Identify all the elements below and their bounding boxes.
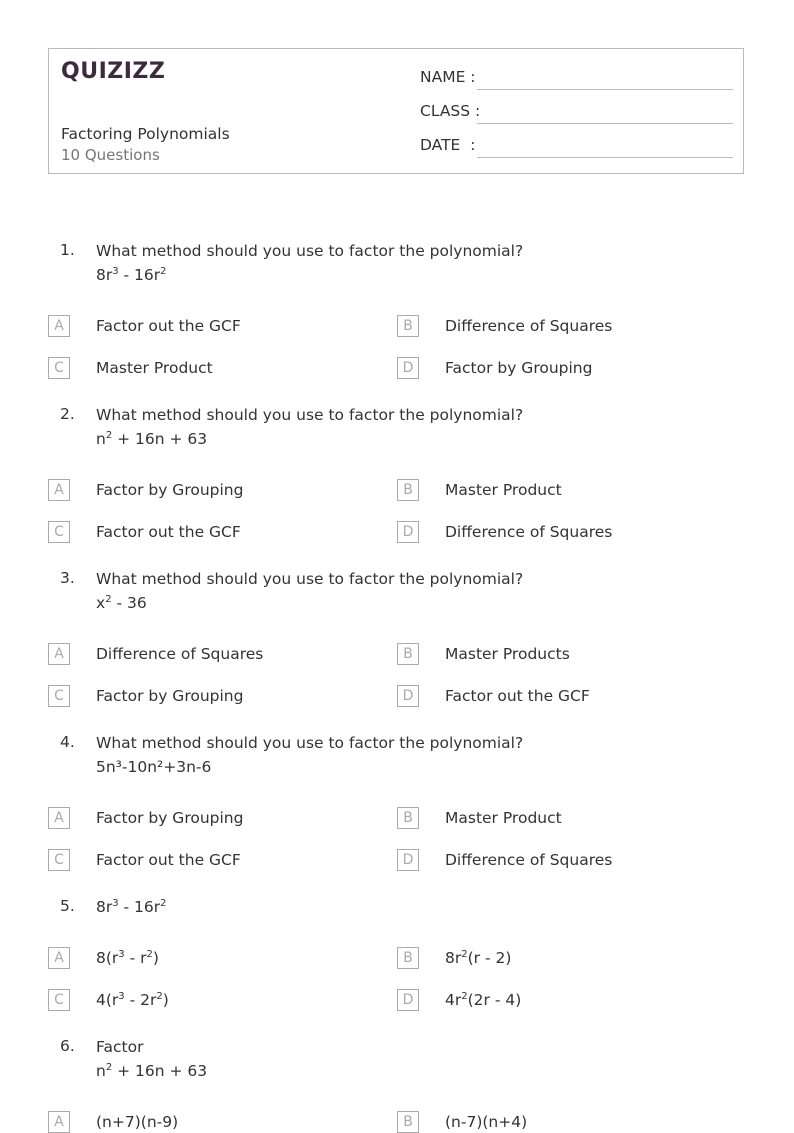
option-letter-box[interactable]: B	[397, 1111, 419, 1133]
option-a[interactable]	[48, 1111, 179, 1133]
option-letter-box[interactable]: D	[397, 849, 419, 871]
option-letter-box[interactable]: B	[397, 807, 419, 829]
question-count: 10 Questions	[61, 146, 160, 164]
option-b[interactable]	[397, 479, 562, 501]
option-letter-box[interactable]: D	[397, 989, 419, 1011]
option-text: $8(r^3 - r^2)$	[96, 948, 159, 967]
date-label: DATE :	[420, 136, 476, 154]
option-a[interactable]	[48, 807, 244, 829]
option-letter-box[interactable]: D	[397, 685, 419, 707]
question-line: $8r^3 - 16r^2$	[96, 897, 167, 916]
question-number: 5.	[60, 897, 75, 915]
question-line: $n^2 + 16n + 63$	[96, 1061, 208, 1080]
option-text: $4(r^3 - 2r^2)$	[96, 990, 169, 1009]
option-text: $4r^2(2r - 4)$	[445, 990, 522, 1009]
class-label: CLASS :	[420, 102, 481, 120]
option-text: Master Product	[96, 359, 213, 377]
question-line: $n^2 + 16n + 63$	[96, 429, 208, 448]
option-c[interactable]	[48, 849, 241, 871]
option-a[interactable]	[48, 315, 241, 337]
option-text: $8r^2(r - 2)$	[445, 948, 512, 967]
question-text	[96, 239, 523, 287]
option-letter-box[interactable]: B	[397, 643, 419, 665]
option-text: Difference of Squares	[445, 851, 613, 869]
question-text	[96, 567, 523, 615]
option-text: Master Products	[445, 645, 570, 663]
option-text: Difference of Squares	[445, 523, 613, 541]
option-b[interactable]	[397, 643, 570, 665]
option-c[interactable]	[48, 989, 169, 1011]
question-text	[96, 403, 523, 451]
option-letter-box[interactable]: A	[48, 643, 70, 665]
option-letter-box[interactable]: C	[48, 521, 70, 543]
question-text	[96, 1035, 207, 1083]
class-line	[477, 123, 733, 124]
option-d[interactable]	[397, 521, 613, 543]
option-text: Factor out the GCF	[445, 687, 590, 705]
option-text: Master Product	[445, 809, 562, 827]
class-field[interactable]	[420, 102, 480, 120]
question-line: Factor	[96, 1038, 144, 1056]
option-letter-box[interactable]: A	[48, 479, 70, 501]
option-text: Difference of Squares	[445, 317, 613, 335]
option-letter-box[interactable]: D	[397, 521, 419, 543]
option-a[interactable]	[48, 947, 159, 969]
name-label: NAME :	[420, 68, 476, 86]
option-a[interactable]	[48, 643, 264, 665]
option-text: Master Product	[445, 481, 562, 499]
question-line: 5n³-10n²+3n-6	[96, 758, 212, 776]
question-number: 1.	[60, 241, 75, 259]
option-text: Factor by Grouping	[96, 687, 244, 705]
question-line: $8r^3 - 16r^2$	[96, 265, 167, 284]
option-letter-box[interactable]: C	[48, 849, 70, 871]
option-c[interactable]	[48, 521, 241, 543]
option-b[interactable]	[397, 807, 562, 829]
question-text	[96, 895, 167, 919]
question-text	[96, 731, 523, 779]
name-field[interactable]	[420, 68, 476, 86]
quizizz-logo: QUIZIZZ	[61, 59, 166, 84]
option-b[interactable]	[397, 315, 613, 337]
option-letter-box[interactable]: C	[48, 357, 70, 379]
question-line: What method should you use to factor the polynomial?	[96, 406, 524, 424]
option-d[interactable]	[397, 849, 613, 871]
option-d[interactable]	[397, 685, 590, 707]
option-text: Factor out the GCF	[96, 317, 241, 335]
option-text: Factor out the GCF	[96, 523, 241, 541]
option-letter-box[interactable]: C	[48, 989, 70, 1011]
question-number: 6.	[60, 1037, 75, 1055]
worksheet-header	[48, 48, 744, 174]
question-number: 3.	[60, 569, 75, 587]
date-line	[477, 157, 733, 158]
option-c[interactable]	[48, 357, 213, 379]
worksheet-title: Factoring Polynomials	[61, 125, 230, 143]
option-letter-box[interactable]: B	[397, 947, 419, 969]
option-letter-box[interactable]: C	[48, 685, 70, 707]
question-line: What method should you use to factor the polynomial?	[96, 242, 524, 260]
option-letter-box[interactable]: B	[397, 315, 419, 337]
option-letter-box[interactable]: A	[48, 807, 70, 829]
date-field[interactable]	[420, 136, 475, 154]
option-b[interactable]	[397, 1111, 528, 1133]
option-a[interactable]	[48, 479, 244, 501]
option-c[interactable]	[48, 685, 244, 707]
option-text: Factor by Grouping	[445, 359, 593, 377]
question-line: What method should you use to factor the polynomial?	[96, 734, 524, 752]
option-text: (n-7)(n+4)	[445, 1113, 528, 1131]
option-text: Factor out the GCF	[96, 851, 241, 869]
name-line	[477, 89, 733, 90]
option-letter-box[interactable]: A	[48, 315, 70, 337]
option-text: Factor by Grouping	[96, 809, 244, 827]
option-letter-box[interactable]: A	[48, 1111, 70, 1133]
question-number: 4.	[60, 733, 75, 751]
question-line: What method should you use to factor the polynomial?	[96, 570, 524, 588]
option-d[interactable]	[397, 357, 593, 379]
option-text: Factor by Grouping	[96, 481, 244, 499]
question-number: 2.	[60, 405, 75, 423]
option-letter-box[interactable]: A	[48, 947, 70, 969]
option-letter-box[interactable]: B	[397, 479, 419, 501]
option-d[interactable]	[397, 989, 522, 1011]
option-text: (n+7)(n-9)	[96, 1113, 179, 1131]
option-text: Difference of Squares	[96, 645, 264, 663]
option-b[interactable]	[397, 947, 512, 969]
option-letter-box[interactable]: D	[397, 357, 419, 379]
question-line: $x^2 - 36$	[96, 593, 147, 612]
